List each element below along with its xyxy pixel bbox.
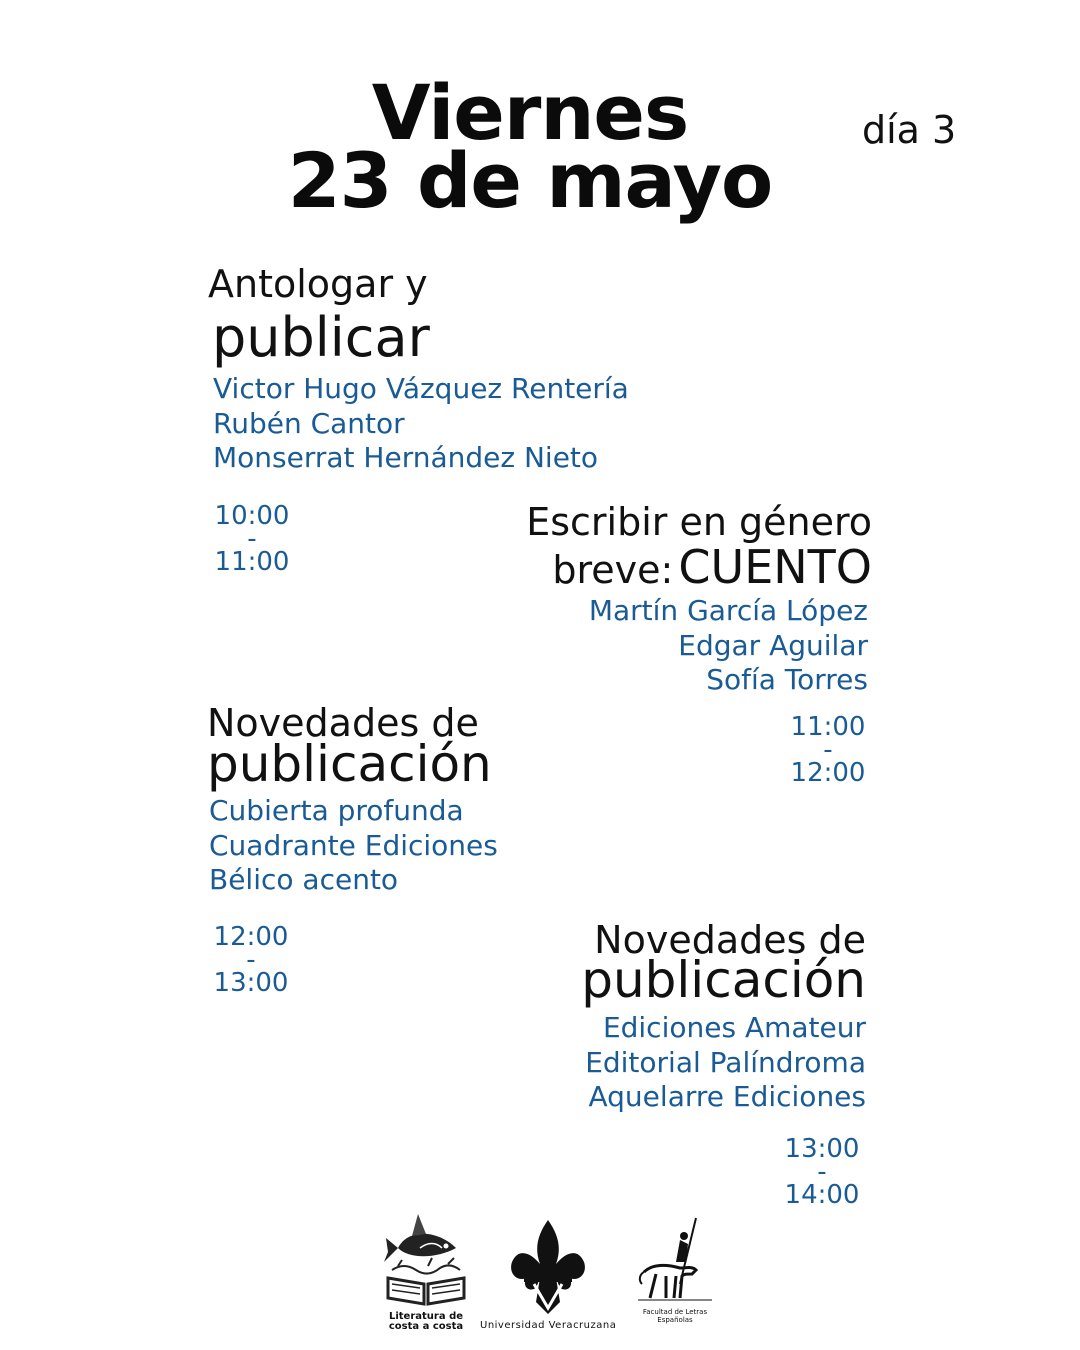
participant: Aquelarre Ediciones: [588, 1080, 866, 1113]
event-2-title-big: CUENTO: [678, 540, 872, 594]
time-start: 10:00: [214, 501, 290, 531]
logo3-caption-line2: Españolas: [657, 1316, 693, 1324]
don-quixote-icon: [636, 1214, 714, 1304]
logo3-caption-line1: Facultad de Letras: [642, 1308, 708, 1316]
time-separator: -: [246, 945, 256, 975]
fleur-de-lis-icon: [480, 1218, 616, 1316]
day-number-label: día 3: [862, 108, 957, 152]
time-end: 11:00: [214, 547, 290, 577]
universidad-veracruzana-logo: [480, 1218, 616, 1333]
event-4-participants: [585, 1011, 866, 1115]
participant: Editorial Palíndroma: [585, 1045, 866, 1079]
date-heading: 23 de mayo: [287, 136, 773, 225]
literatura-costa-logo: [378, 1208, 474, 1330]
event-2-title-line2: [552, 540, 872, 594]
participant: Edgar Aguilar: [678, 628, 868, 662]
logo1-caption-line2: costa a costa: [388, 1321, 464, 1332]
participant: Bélico acento: [209, 863, 399, 896]
event-2-time: [776, 712, 880, 788]
event-1-time: [200, 501, 304, 577]
event-1-title-small: Antologar y: [208, 262, 428, 306]
participant: Martín García López: [588, 594, 868, 627]
logo2-caption: Universidad Veracruzana: [480, 1320, 617, 1331]
participant: Rubén Cantor: [213, 406, 405, 440]
event-2-title-line1: Escribir en género: [526, 500, 872, 544]
participant: Ediciones Amateur: [602, 1011, 866, 1044]
event-4-title-small: Novedades de: [594, 918, 866, 962]
event-3-title-small: Novedades de: [207, 701, 479, 745]
facultad-letras-logo: [636, 1214, 714, 1326]
participant: Victor Hugo Vázquez Rentería: [213, 372, 629, 405]
event-2-title-small: breve:: [552, 548, 674, 592]
participant: Cuadrante Ediciones: [209, 828, 498, 862]
fish-book-icon: [378, 1208, 474, 1308]
participant: Monserrat Hernández Nieto: [213, 441, 599, 474]
time-start: 13:00: [784, 1134, 860, 1164]
participant: Sofía Torres: [706, 663, 868, 696]
event-4-title-big: publicación: [581, 951, 866, 1009]
event-2-participants: [589, 594, 868, 698]
event-3-participants: [209, 794, 498, 898]
event-1-participants: [213, 372, 629, 476]
time-end: 12:00: [790, 758, 866, 788]
time-end: 13:00: [213, 968, 289, 998]
logo1-caption-line1: Literatura de: [388, 1311, 464, 1322]
time-start: 12:00: [213, 922, 289, 952]
event-1-title-big: publicar: [212, 306, 430, 369]
participant: Cubierta profunda: [209, 794, 464, 827]
event-4-time: [770, 1134, 874, 1210]
time-separator: -: [823, 735, 833, 765]
time-separator: -: [247, 524, 257, 554]
event-3-time: [199, 922, 303, 998]
time-separator: -: [817, 1157, 827, 1187]
time-start: 11:00: [790, 712, 866, 742]
day-name: Viernes: [371, 68, 689, 157]
event-3-title-big: publicación: [207, 735, 492, 793]
time-end: 14:00: [784, 1180, 860, 1210]
